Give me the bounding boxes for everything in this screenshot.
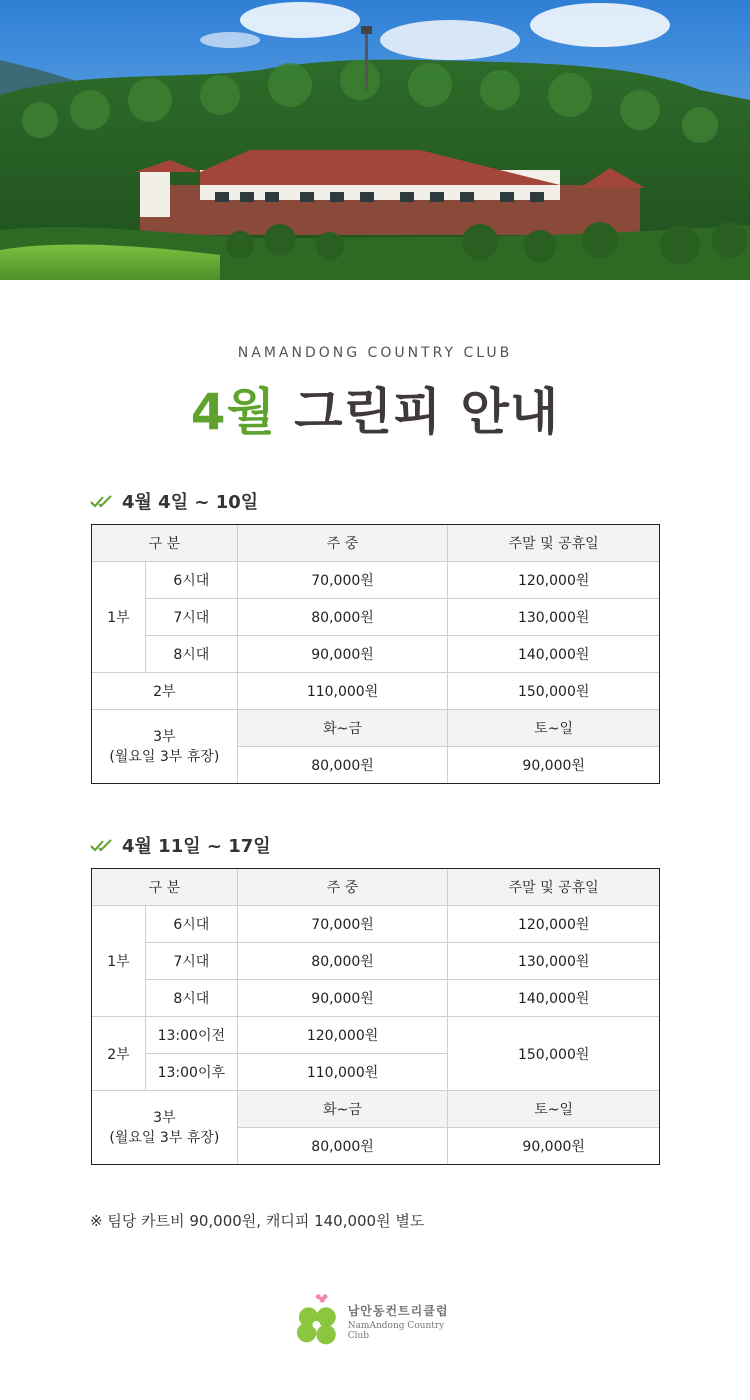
header-weekend: 주말 및 공휴일 [448, 869, 660, 906]
section-1-heading-text: 4월 4일 ~ 10일 [122, 492, 259, 513]
slot-label: 7시대 [145, 943, 237, 980]
part3-label: 3부 [153, 1109, 176, 1126]
extra-fee-note: ※ 팀당 카트비 90,000원, 캐디피 140,000원 별도 [90, 1212, 425, 1230]
part3-label-cell [92, 1091, 238, 1165]
part2-weekend-price: 150,000원 [448, 1017, 660, 1091]
part3-label: 3부 [153, 728, 176, 745]
part3-tue-fri-price: 80,000원 [237, 1128, 448, 1165]
part2-weekday-price: 120,000원 [237, 1017, 448, 1054]
double-check-icon [90, 838, 114, 852]
header-category: 구 분 [92, 525, 238, 562]
clover-flower-logo-icon [295, 1293, 340, 1349]
header-weekend: 주말 및 공휴일 [448, 525, 660, 562]
title-text: 그린피 안내 [294, 383, 560, 441]
part3-header-sat-sun: 토~일 [448, 1091, 660, 1128]
weekday-price: 70,000원 [237, 562, 448, 599]
part3-sat-sun-price: 90,000원 [448, 747, 660, 784]
part1-label: 1부 [92, 906, 146, 1017]
part3-label-cell [92, 710, 238, 784]
weekday-price: 70,000원 [237, 906, 448, 943]
part2-weekday-price: 110,000원 [237, 1054, 448, 1091]
greenfee-table-1 [91, 524, 660, 784]
part3-header-tue-fri: 화~금 [237, 710, 448, 747]
part3-tue-fri-price: 80,000원 [237, 747, 448, 784]
part3-closed-note: (월요일 3부 휴장) [109, 1129, 220, 1146]
part2-weekday-price: 110,000원 [237, 673, 448, 710]
header-weekday: 주 중 [237, 869, 448, 906]
part1-label: 1부 [92, 562, 146, 673]
slot-label: 6시대 [145, 562, 237, 599]
club-logo [295, 1293, 465, 1349]
weekend-price: 120,000원 [448, 562, 660, 599]
slot-label: 7시대 [145, 599, 237, 636]
weekday-price: 80,000원 [237, 943, 448, 980]
weekend-price: 140,000원 [448, 636, 660, 673]
weekday-price: 90,000원 [237, 636, 448, 673]
slot-label: 8시대 [145, 636, 237, 673]
section-2-heading [90, 832, 271, 858]
weekend-price: 120,000원 [448, 906, 660, 943]
weekday-price: 90,000원 [237, 980, 448, 1017]
header-weekday: 주 중 [237, 525, 448, 562]
logo-name-english: NamAndong Country Club [347, 1320, 445, 1341]
slot-label: 13:00이후 [145, 1054, 237, 1091]
weekend-price: 130,000원 [448, 943, 660, 980]
part2-label: 2부 [92, 1017, 146, 1091]
part2-label: 2부 [92, 673, 238, 710]
double-check-icon [90, 494, 114, 508]
section-1-heading [90, 488, 258, 514]
part3-header-tue-fri: 화~금 [237, 1091, 448, 1128]
header-category: 구 분 [92, 869, 238, 906]
club-eyebrow: NAMANDONG COUNTRY CLUB [237, 345, 513, 361]
hero-photo [0, 0, 750, 280]
part2-weekend-price: 150,000원 [448, 673, 660, 710]
part3-sat-sun-price: 90,000원 [448, 1128, 660, 1165]
page-title [0, 372, 750, 444]
weekend-price: 140,000원 [448, 980, 660, 1017]
clubhouse-landscape-image [0, 0, 750, 280]
weekday-price: 80,000원 [237, 599, 448, 636]
title-month: 4월 [190, 383, 276, 441]
logo-name-korean: 남안동컨트리클럽 [347, 1303, 449, 1318]
greenfee-table-2 [91, 868, 660, 1165]
weekend-price: 130,000원 [448, 599, 660, 636]
part3-header-sat-sun: 토~일 [448, 710, 660, 747]
slot-label: 8시대 [145, 980, 237, 1017]
slot-label: 13:00이전 [145, 1017, 237, 1054]
section-2-heading-text: 4월 11일 ~ 17일 [122, 836, 271, 857]
slot-label: 6시대 [145, 906, 237, 943]
part3-closed-note: (월요일 3부 휴장) [109, 748, 220, 765]
